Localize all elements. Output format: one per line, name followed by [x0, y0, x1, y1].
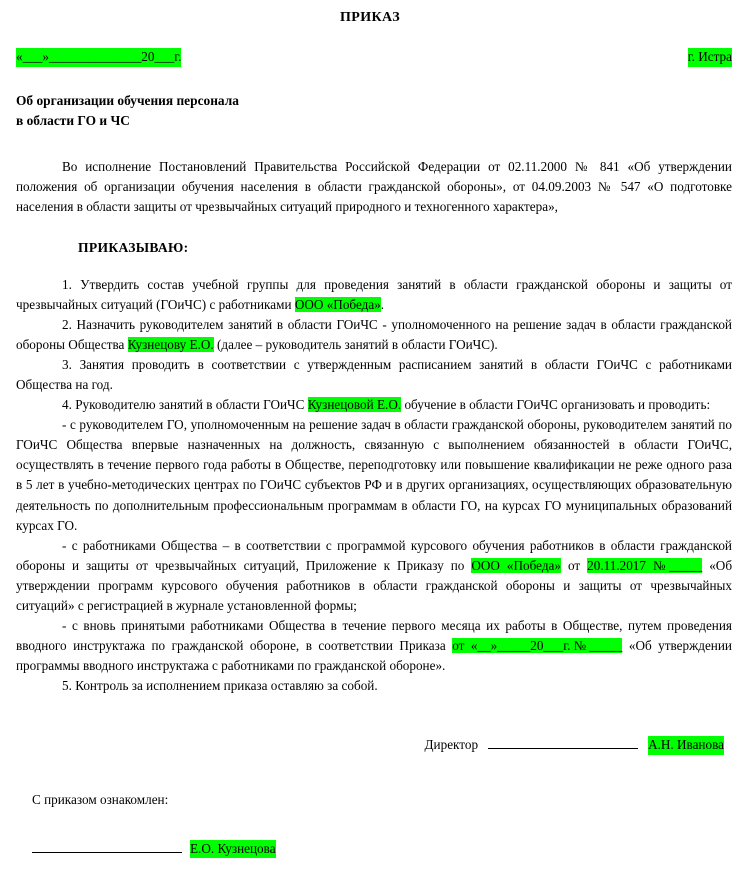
acknowledgement-name-field[interactable]: Е.О. Кузнецова	[190, 840, 276, 859]
acknowledgement-signature-row	[16, 840, 732, 859]
subject-line-1: Об организации обучения персонала	[16, 92, 239, 108]
dash-2-document-date-field[interactable]: 20.11.2017 №_____	[587, 557, 703, 573]
item-4-text-before: 4. Руководителю занятий в области ГОиЧС	[62, 397, 308, 413]
order-item-3: 3. Занятия проводить в соответствии с утвержденным расписанием занятий в области ГОиЧС с работниками Общества на год.	[16, 357, 732, 393]
item-1-text-before: 1. Утвердить состав учебной группы для проведения занятий в области гражданской обороны и защиты от чрезвычайных ситуаций (ГОиЧС) с работниками	[16, 276, 732, 312]
signature-block	[16, 736, 732, 755]
document-title: ПРИКАЗ	[339, 10, 401, 25]
item-1-text-after: .	[380, 296, 385, 312]
dash-3-order-number-field[interactable]: №_____	[570, 637, 623, 653]
dash-3-text-before: - с вновь принятыми работниками Общества в течение первого месяца их работы в Обществе, путем проведения вводного инструктажа по гражданской обороне, в соответствии Приказа	[16, 617, 732, 653]
order-item-4-dash-2	[16, 536, 732, 616]
order-keyword: ПРИКАЗЫВАЮ:	[78, 239, 189, 255]
item-2-person-field[interactable]: Кузнецову Е.О.	[127, 337, 214, 353]
preamble-paragraph: Во исполнение Постановлений Правительства Российской Федерации от 02.11.2000 № 841 «Об утверждении положения об организации обучения населения в области гражданской обороны», от 04.09.2003 № 547 «О подготовке населения в области защиты от чрезвычайных ситуаций природного и техногенного характера»,	[16, 159, 732, 215]
acknowledgement-signature-line[interactable]	[32, 840, 182, 853]
order-item-5: 5. Контроль за исполнением приказа оставляю за собой.	[62, 678, 378, 694]
dash-2-text-after: «Об утверждении программ курсового обучения работников в области гражданской обороны и защиты от чрезвычайных ситуаций» с регистрацией в журнале установленной формы;	[16, 557, 733, 613]
signature-line[interactable]	[488, 736, 638, 749]
item-4-person-field[interactable]: Кузнецовой Е.О.	[307, 397, 402, 413]
order-item-4-dash-1: - с руководителем ГО, уполномоченным на решение задач в области гражданской обороны, руководителем занятий по ГОиЧС Общества впервые назначенных на должность, связанную с выполнением обязанностей в области ГОиЧС, осуществлять в течение первого года работы в Обществе, переподготовку или повышение квалификации не реже одного раза в 5 лет в учебно-методических центрах по ГОиЧС субъектов РФ и в других организациях, осуществляющих образовательную деятельность по дополнительным профессиональным программам в области ГО, на курсах ГО муниципальных образований курсах ГО.	[16, 417, 732, 533]
order-item-4-dash-3	[16, 616, 732, 676]
city-field[interactable]: г. Истра	[688, 48, 732, 67]
order-item-1	[16, 275, 732, 315]
signature-name-field[interactable]: А.Н. Иванова	[648, 736, 724, 755]
item-1-organization-field[interactable]: ООО «Победа»	[294, 296, 381, 312]
dash-2-text-before: - с работниками Общества – в соответствии с программой курсового обучения работников в области гражданской обороны и защиты от чрезвычайных ситуаций, Приложение к Приказу по	[16, 537, 732, 573]
order-date-field[interactable]: «___»______________20___г.	[16, 48, 181, 67]
item-4-text-after: обучение в области ГОиЧС организовать и проводить:	[401, 397, 711, 413]
order-item-2	[16, 315, 732, 355]
item-2-text-before: 2. Назначить руководителем занятий в области ГОиЧС - уполномоченного на решение задач в области гражданской обороны Общества	[16, 316, 732, 353]
order-item-4	[16, 395, 732, 415]
document-body	[0, 157, 740, 858]
subject-line-2: в области ГО и ЧС	[16, 112, 130, 128]
item-2-text-after: (далее – руководитель занятий в области ГОиЧС).	[213, 337, 498, 353]
dash-3-text-after: «Об утверждении программы вводного инструктажа с работниками по гражданской обороне».	[16, 637, 732, 674]
dash-2-organization-field[interactable]: ООО «Победа»	[471, 557, 561, 573]
dash-3-order-date-field[interactable]: от «__»_____20___г.	[452, 637, 571, 653]
acknowledgement-label: С приказом ознакомлен:	[32, 791, 169, 807]
order-items	[16, 275, 732, 696]
signature-role-label: Директор	[424, 737, 479, 753]
dash-2-text-mid: от	[561, 557, 588, 573]
document-subject	[0, 91, 740, 132]
document-meta-row	[0, 48, 740, 67]
